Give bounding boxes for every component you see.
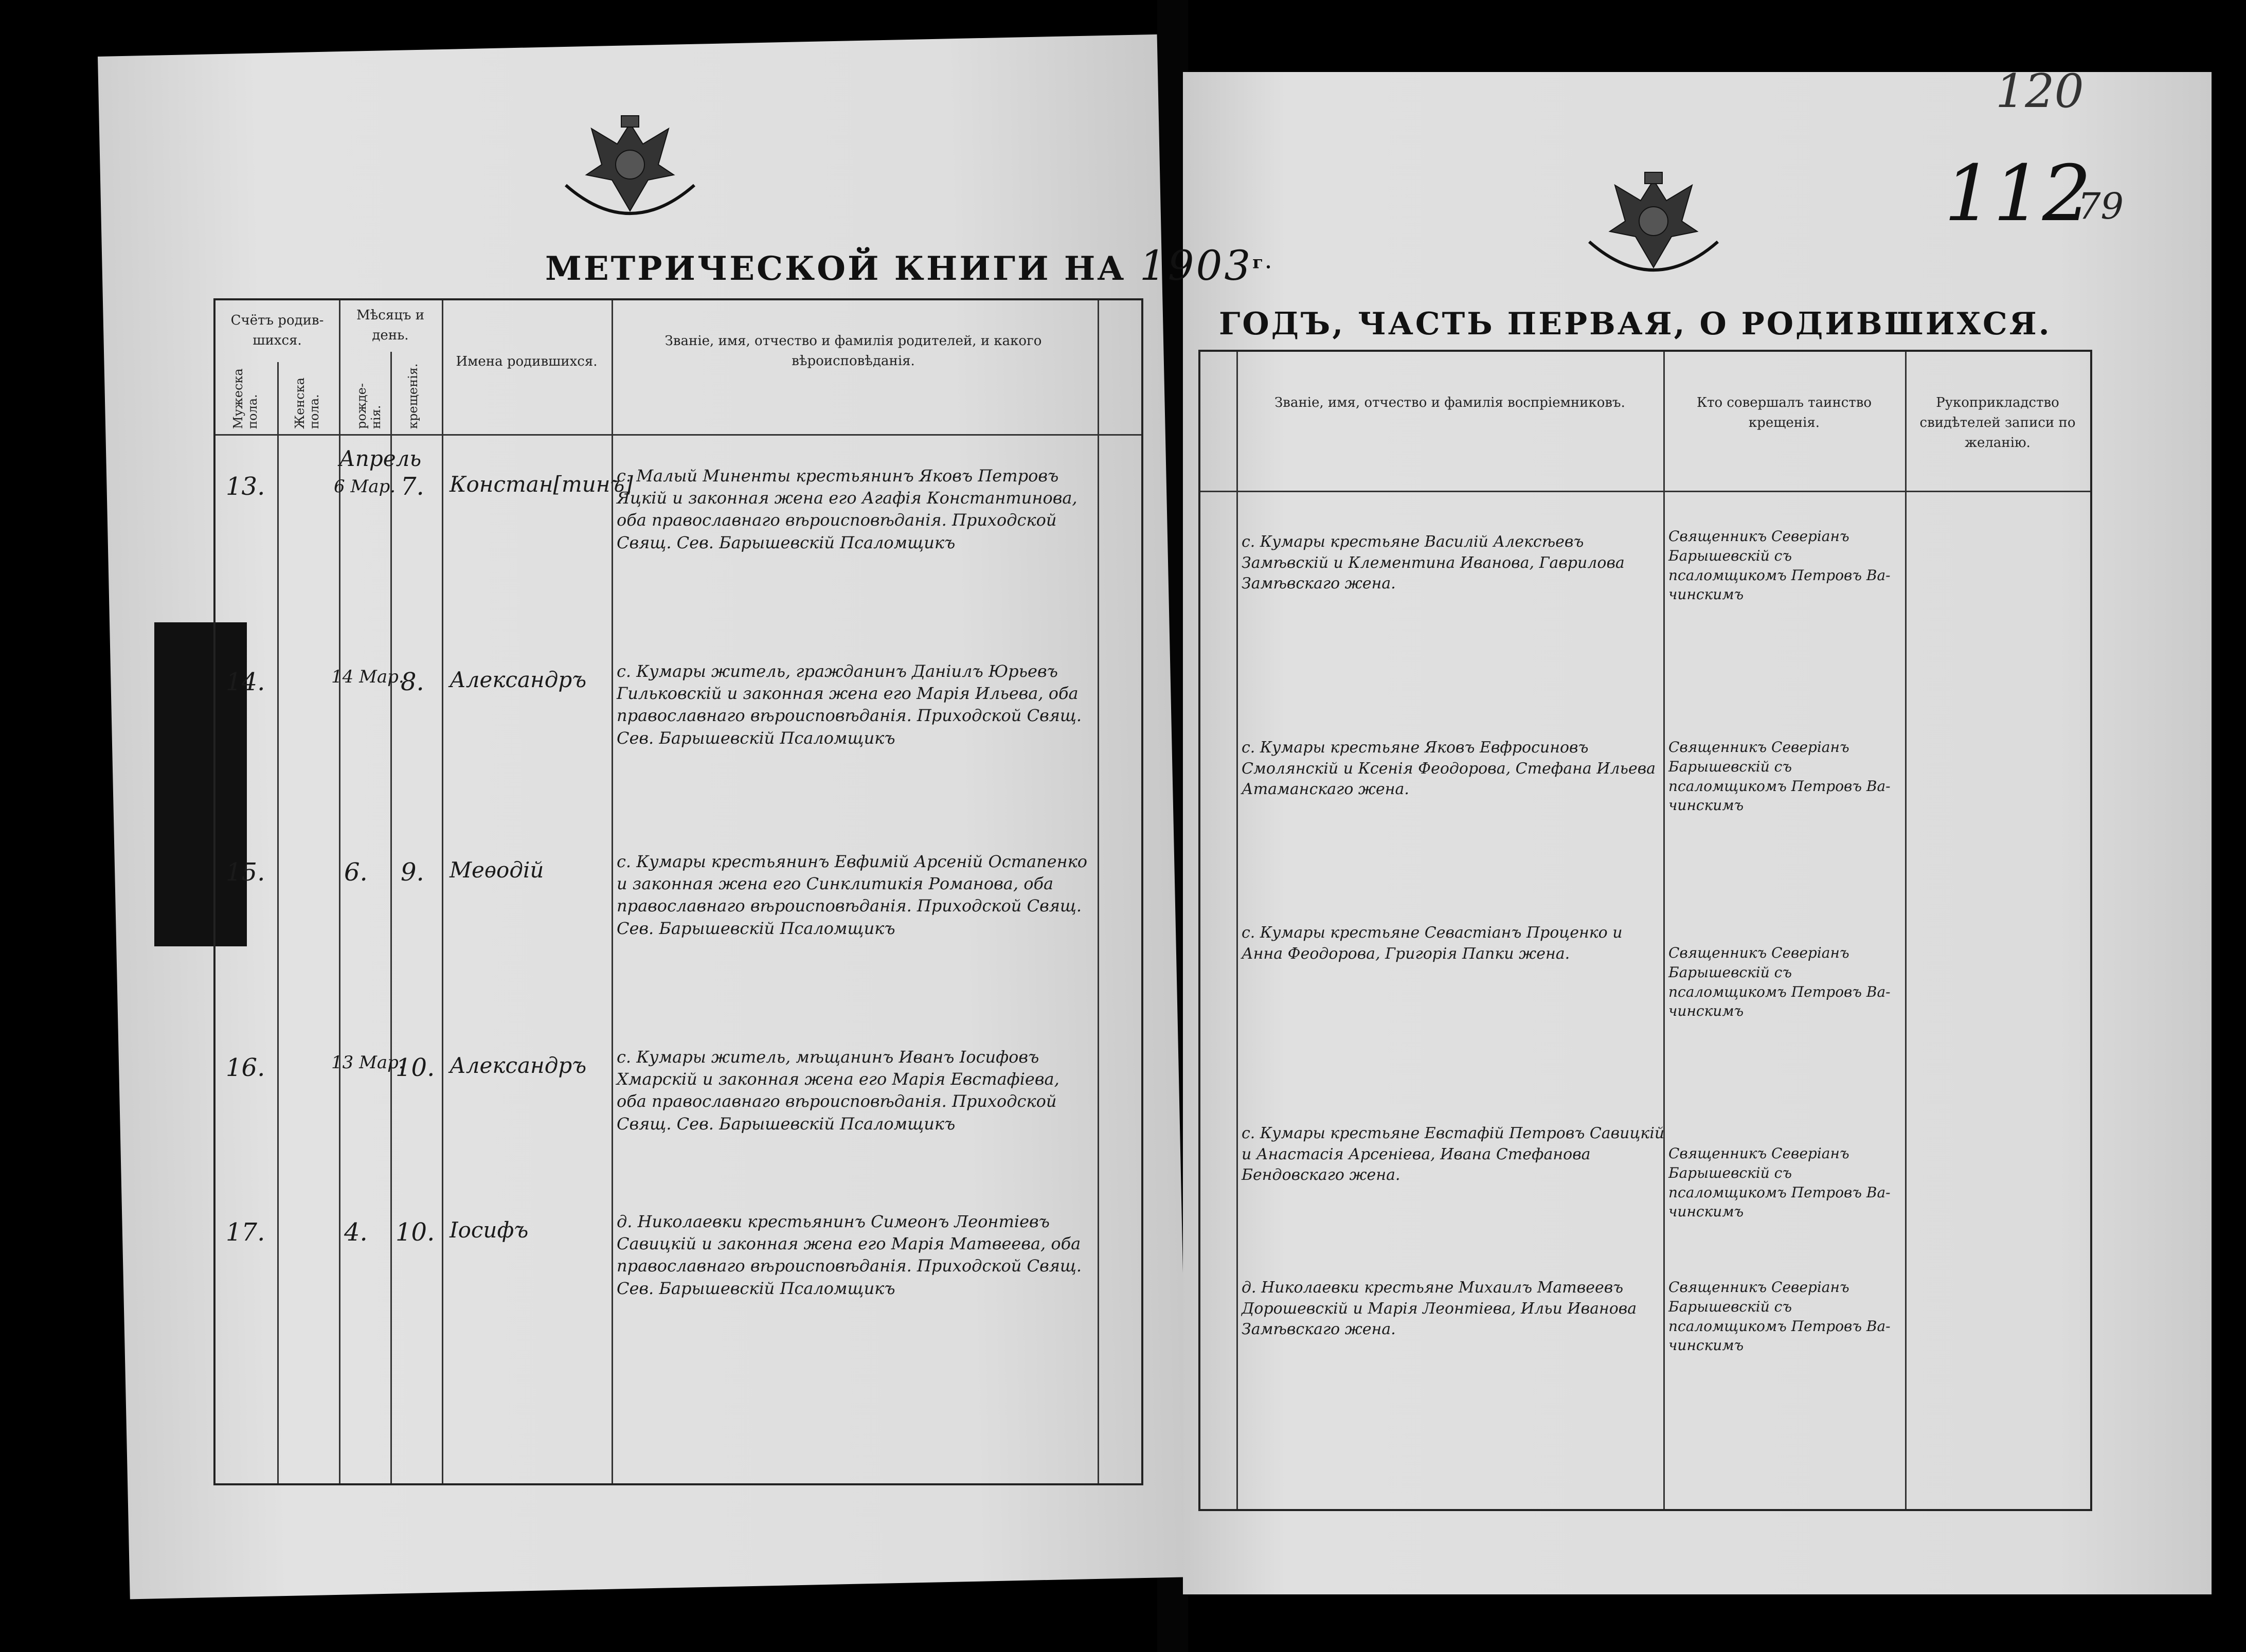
header-female: Женска пола. (293, 378, 321, 429)
header-parents: Званіе, имя, отчество и фамилія родителей, и какого вѣроисповѣданія. (664, 333, 1042, 369)
godparents-entry: с. Кумары крестьяне Василій Алексѣевъ Замѣвскій и Клементина Иванова, Гаврилова Замѣвскаго жена. (1242, 533, 1625, 592)
performed-by-entry: Священникъ Северіанъ Барышевскій съ псаломщикомъ Петровъ Ва-чинскимъ (1668, 944, 1891, 1020)
header-godparents: Званіе, имя, отчество и фамилія воспріемниковъ. (1274, 395, 1625, 410)
performed-by-entry: Священникъ Северіанъ Барышевскій съ псаломщикомъ Петровъ Ва-чинскимъ (1668, 1279, 1891, 1354)
birth-day: 14 Мар. (331, 667, 404, 687)
record-number: 16. (226, 1053, 265, 1082)
performed-by-entry: Священникъ Северіанъ Барышевскій съ псаломщикомъ Петровъ Ва-чинскимъ (1668, 528, 1891, 603)
baptism-day: 10. (396, 1053, 435, 1082)
child-name: Меѳодій (450, 857, 544, 883)
record-number: 14. (226, 668, 265, 696)
header-signatures: Рукоприкладство свидѣтелей записи по желанію. (1919, 395, 2076, 451)
godparents-entry: с. Кумары крестьяне Севастіанъ Проценко и Анна Феодорова, Григорія Папки жена. (1242, 924, 1623, 963)
parents-entry: д. Николаевки крестьянинъ Симеонъ Леонтіевъ Савицкій и законная жена его Марія Матвеева, оба православнаго вѣроисповѣданія. Приходской Свящ. Сев. Барышевскій Псаломщикъ (617, 1212, 1082, 1298)
godparents-entry: с. Кумары крестьяне Евстафій Петровъ Савицкій и Анастасія Арсеніева, Ивана Стефанова Бендовскаго жена. (1242, 1124, 1665, 1184)
birth-day: 6. (344, 858, 368, 887)
baptism-day: 10. (396, 1218, 435, 1247)
header-month-day: Мѣсяцъ и день. (356, 308, 425, 343)
baptism-day: 9. (401, 858, 424, 887)
left-page-title (545, 242, 1273, 290)
header-birth: рожде-нія. (354, 383, 383, 429)
right-ledger-table (1198, 350, 2092, 1511)
parents-entry: с. Кумары житель, гражданинъ Даніилъ Юрьевъ Гильковскій и законная жена его Марія Ильева, оба православнаго вѣроисповѣданія. Приходской Свящ. Сев. Барышевскій Псаломщикъ (617, 661, 1082, 748)
header-names: Имена родившихся. (456, 354, 598, 369)
title-text: МЕТРИЧЕСКОЙ КНИГИ НА (545, 249, 1126, 288)
year-suffix: г. (1252, 252, 1273, 273)
godparents-entry: с. Кумары крестьяне Яковъ Евфросиновъ Смолянскій и Ксенія Феодорова, Стефана Ильева Атаманскаго жена. (1242, 739, 1656, 798)
record-number: 13. (226, 472, 265, 501)
birth-day: 6 Мар. (334, 476, 396, 497)
baptism-day: 7. (401, 472, 424, 501)
folio-top: 120 (1996, 64, 2084, 118)
parents-entry: с. Малый Миненты крестьянинъ Яковъ Петровъ Яцкій и законная жена его Агафія Константинова, оба православнаго вѣроисповѣданія. Приходской Свящ. Сев. Барышевскій Псаломщикъ (617, 466, 1077, 552)
left-ledger-table (213, 298, 1143, 1485)
header-male: Мужеска пола. (231, 368, 260, 429)
right-page-title: ГОДЪ, ЧАСТЬ ПЕРВАЯ, О РОДИВШИХСЯ. (1219, 306, 2052, 342)
birth-month: Апрель (339, 446, 422, 471)
folio-number: 112 (1944, 149, 2092, 239)
performed-by-entry: Священникъ Северіанъ Барышевскій съ псаломщикомъ Петровъ Ва-чинскимъ (1668, 1145, 1891, 1220)
imperial-eagle-emblem (1579, 165, 1728, 293)
performed-by-entry: Священникъ Северіанъ Барышевскій съ псаломщикомъ Петровъ Ва-чинскимъ (1668, 739, 1891, 814)
child-name: Александръ (450, 1053, 587, 1078)
year: 1903 (1139, 242, 1253, 290)
parents-entry: с. Кумары крестьянинъ Евфимій Арсеній Остапенко и законная жена его Синклитикія Романова, оба православнаго вѣроисповѣданія. Приходской Свящ. Сев. Барышевскій Псаломщикъ (617, 852, 1088, 938)
birth-day: 13 Мар. (331, 1052, 404, 1073)
birth-day: 4. (344, 1218, 368, 1247)
record-number: 15. (226, 858, 265, 887)
header-baptism: крещенія. (406, 363, 420, 429)
imperial-eagle-emblem (555, 108, 705, 237)
header-count: Счётъ родив-шихся. (230, 313, 324, 348)
header-performed-by: Кто совершалъ таинство крещенія. (1696, 395, 1872, 430)
record-number: 17. (226, 1218, 265, 1247)
child-name: Іосифъ (450, 1217, 529, 1243)
folio-small: 79 (2078, 185, 2124, 227)
parents-entry: с. Кумары житель, мѣщанинъ Иванъ Іосифовъ Хмарскій и законная жена его Марія Евстафіева, оба православнаго вѣроисповѣданія. Приходской Свящ. Сев. Барышевскій Псаломщикъ (617, 1047, 1059, 1134)
child-name: Констан[тинъ] (450, 472, 633, 497)
child-name: Александръ (450, 667, 587, 692)
baptism-day: 8. (401, 668, 424, 696)
godparents-entry: д. Николаевки крестьяне Михаилъ Матвеевъ Дорошевскій и Марія Леонтіева, Ильи Иванова Замѣвскаго жена. (1242, 1279, 1637, 1338)
